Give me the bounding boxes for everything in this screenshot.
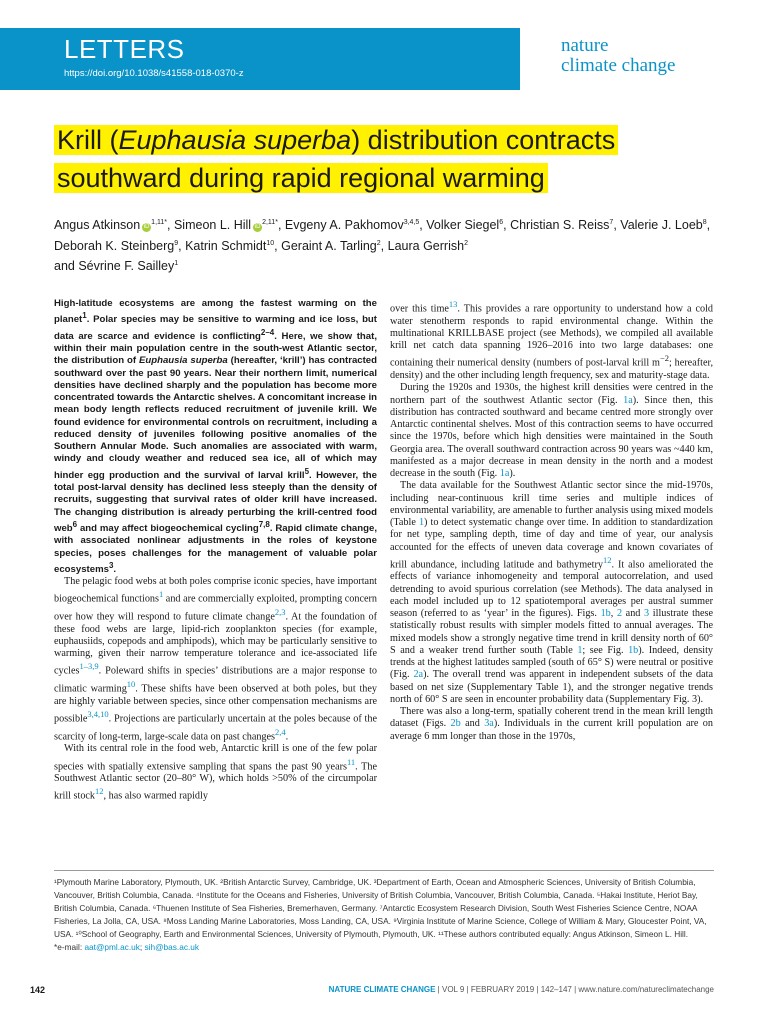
doi-link[interactable]: https://doi.org/10.1038/s41558-018-0370-z bbox=[64, 68, 244, 79]
table-link[interactable]: 1 bbox=[418, 517, 425, 529]
email-link[interactable]: sih@bas.ac.uk bbox=[144, 942, 200, 952]
affiliations: ¹Plymouth Marine Laboratory, Plymouth, UK. ²British Antarctic Survey, Cambridge, UK. ³Department of Earth, Ocean and Atmospheric Sciences, University of British Columbia, Vancouver, British Columbia, Canada. ⁴Institute for the Oceans and Fisheries, University of British Columbia, Vancouver, British Columbia, Canada. ⁵Hakai Institute, Heriot Bay, British Columbia, Canada. ⁶Thuenen Institute of Sea Fisheries, Bremerhaven, Germany. ⁷Antarctic Ecosystem Research Division, South West Fisheries Science Centre, NOAA Fisheries, La Jolla, CA, USA. ⁸Moss Landing Marine Laboratories, Moss Landing, CA, USA. ⁹Virginia Institute of Marine Science, College of William & Mary, Gloucester Point, VA, USA. ¹⁰School of Geography, Earth and Environmental Sciences, University of Plymouth, Plymouth, UK. ¹¹These authors contributed equally: Angus Atkinson, Simeon L. Hill. *e-mail: aat@pml.ac.uk; sih@bas.ac.uk bbox=[54, 877, 707, 952]
affiliation-text: ¹Plymouth Marine Laboratory, Plymouth, UK. ²British Antarctic Survey, Cambridge, UK. ³Department of Earth, Ocean and Atmospheric Sciences, University of British Columbia, Vancouver, British Columbia, Canada. ⁴Institute for the Oceans and Fisheries, University of British Columbia, Vancouver, British Columbia, Canada. ⁵Hakai Institute, Heriot Bay, British Columbia, Canada. ⁶Thuenen Institute of Sea Fisheries, Bremerhaven, Germany. ⁷Antarctic Ecosystem Research Division, South West Fisheries Science Centre, NOAA Fisheries, La Jolla, CA, USA. ⁸Moss Landing Marine Laboratories, Moss Landing, CA, USA. ⁹Virginia Institute of Marine Science, College of William & Mary, Gloucester Point, VA, USA. ¹⁰School of Geography, Earth and Environmental Sciences, University of Plymouth, Plymouth, UK. ¹¹These authors contributed equally: Angus Atkinson, Simeon L. Hill. bbox=[54, 877, 707, 939]
author-name[interactable]: Katrin Schmidt bbox=[185, 238, 267, 253]
journal-logo-line1: nature bbox=[561, 35, 609, 56]
figure-link[interactable]: 1b bbox=[628, 644, 639, 656]
figure-link[interactable]: 2b bbox=[450, 718, 461, 730]
section-label: LETTERS bbox=[64, 34, 185, 64]
journal-url[interactable]: www.nature.com/natureclimatechange bbox=[578, 985, 714, 994]
page-number: 142 bbox=[30, 985, 46, 995]
header-banner bbox=[0, 0, 768, 96]
journal-logo bbox=[561, 36, 711, 76]
author-name[interactable]: Sévrine F. Sailley bbox=[78, 259, 175, 274]
author-list: Angus Atkinson $iD^{1,11*}$, Simeon L. Hill $iD^{2,11*}$, Evgeny A. Pakhomov$^{3,4,5}$, Volker Siegel$^6$, Christian S. Reiss$^7$, Valerie J. Loeb$^8$, Deborah K. Steinberg$^9$, Katrin Schmidt$^{10}$, Geraint A. Tarling$^2$, Laura Gerrish$^2$ and Sévrine F. Sailley$^1$ bbox=[54, 218, 711, 274]
body-paragraph: With its central role in the food web, Antarctic krill is one of the few polar species with spatially extensive sampling that spans the past 90 years$^{11}$. The Southwest Atlantic sector (20–80° W), which holds >50% of the circumpolar krill stock$^{12}$, has also warmed rapidly bbox=[54, 743, 378, 802]
author-name[interactable]: Deborah K. Steinberg bbox=[54, 238, 175, 253]
author-name[interactable]: Laura Gerrish bbox=[387, 238, 465, 253]
body-paragraph: The data available for the Southwest Atlantic sector since the mid-1970s, including near-continuous krill time series and multiple indices of environmental variability, are amenable to further analysis using mixed models (Table 1) to detect systematic change over time. In addition to standardization for net type, sampling depth, time of day and time of year, our analysis accounted for the effects of uneven data coverage and known covariates of krill abundance, including latitude and bathymetry$^{12}$. It also ameliorated the effects of variance inhomogeneity and temporal autocorrelation, and used detrending to avoid spurious correlation (see Methods). The data analysed in each model included up to 12 spatiotemporal averages per austral summer season (referred to as ‘year’ in the figures). Figs. 1b, 2 and 3 illustrate these statistically robust results with simpler models fitted to annual averages. The mixed models show a strongly negative time trend in krill density north of 60° S and a weaker trend further south (Table 1; see Fig. 1b). Indeed, density trends at the highest latitudes sampled (south of 65° S) were neutral or positive (Fig. 2a). The overall trend was apparent in independent subsets of the data based on net size (Supplementary Table 1), and the stronger negative trends north of 60° S are seen in encounter probability data (Supplementary Fig. 3). bbox=[390, 480, 714, 705]
author-name[interactable]: Valerie J. Loeb bbox=[620, 218, 703, 233]
figure-link[interactable]: 2 bbox=[616, 608, 623, 620]
title-line-2: southward during rapid regional warming bbox=[54, 163, 548, 193]
body-paragraph: During the 1920s and 1930s, the highest krill densities were centred in the northern part of the southwest Atlantic sector (Fig. 1a). Since then, this distribution has contracted southward and became centred more strongly over Antarctic continental shelves. Most of this contraction seems to have occurred since the 1970s, before which high densities were maintained in the South Georgia area. The overall southward contraction across 90 years was ~440 km, manifested as a major decrease in mean density in the north and a modest decrease in the south (Fig. 1a). bbox=[390, 382, 713, 480]
figure-link[interactable]: 1a bbox=[499, 468, 510, 480]
left-column bbox=[54, 298, 377, 803]
body-paragraph: There was also a long-term, spatially coherent trend in the mean krill length dataset (Figs. 2b and 3a). Individuals in the current krill population are on average 6 mm longer than those in the 1970s, bbox=[390, 706, 713, 742]
orcid-icon[interactable]: iD bbox=[254, 224, 261, 231]
right-column bbox=[390, 298, 713, 743]
journal-name: NATURE CLIMATE CHANGE bbox=[328, 985, 436, 994]
author-name[interactable]: Christian S. Reiss bbox=[510, 218, 610, 233]
author-name[interactable]: Simeon L. Hill bbox=[173, 218, 252, 233]
author-name[interactable]: Evgeny A. Pakhomov bbox=[284, 218, 404, 233]
journal-footer: NATURE CLIMATE CHANGE | VOL 9 | FEBRUARY 2019 | 142–147 | www.nature.com/natureclimatechange bbox=[328, 985, 714, 994]
author-name[interactable]: Volker Siegel bbox=[426, 218, 500, 233]
author-name[interactable]: Geraint A. Tarling bbox=[281, 238, 377, 253]
author-name[interactable]: Angus Atkinson bbox=[54, 218, 141, 233]
body-paragraph: The pelagic food webs at both poles comprise iconic species, have important biogeochemical functions$^1$ and are commercially exploited, prompting concern over how they will respond to future climate change$^{2,3}$. At the foundation of these food webs are large, lipid-rich zooplankton species (for example, euphausiids, copepods and amphipods), which may be particularly sensitive to warming, given their narrow temperature tolerance and ice-associated life cycles$^{1-3,9}$. Poleward shifts in species’ distributions are a major response to climatic warming$^{10}$. These shifts have been observed at both poles, but they are highly variable between species, since other compensation mechanisms are possible$^{3,4,10}$. Projections are particularly uncertain at the poles because of the scarcity of long-term, large-scale data on past changes$^{2,4}$. bbox=[54, 576, 377, 743]
figure-link[interactable]: 1b bbox=[600, 608, 611, 620]
article-title bbox=[54, 121, 694, 197]
journal-logo-line2: climate change bbox=[561, 55, 676, 76]
email-link[interactable]: aat@pml.ac.uk bbox=[84, 942, 140, 952]
footnote-divider bbox=[54, 870, 714, 871]
figure-link[interactable]: 3 bbox=[644, 608, 650, 620]
body-paragraph: over this time$^{13}$. This provides a rare opportunity to understand how a cold water stenotherm responds to rapid environmental change. Within the multinational KRILLBASE project (see Methods), we compiled all available krill net catch data spanning 1926–2016 into two large databases: one containing their numerical density (numbers of post-larval krill $m^{-2}$; hereafter, density) and the other including length frequency, sex and maturity-stage data. bbox=[390, 299, 713, 382]
figure-link[interactable]: 2a bbox=[413, 669, 424, 681]
figure-link[interactable]: 1a bbox=[623, 394, 633, 406]
orcid-icon[interactable]: iD bbox=[143, 224, 150, 231]
figure-link[interactable]: 3a bbox=[484, 718, 494, 730]
table-link[interactable]: 1 bbox=[577, 644, 583, 656]
title-line-1: Krill (Euphausia superba) distribution contracts bbox=[54, 125, 618, 155]
abstract: High-latitude ecosystems are among the fastest warming on the planet$^1$. Polar species may be sensitive to warming and ice loss, but data are scarce and evidence is conflicting$^{2-4}$. Here, we show that, within their main population centre in the south-west Atlantic sector, the distribution of Euphausia superba (hereafter, ‘krill’) has contracted southward over the past 90 years. Near their northern limit, numerical densities have declined sharply and the population has become more concentrated towards the Antarctic shelves. A concomitant increase in mean body length reflects reduced recruitment of juvenile krill. We found evidence for environmental controls on recruitment, including a reduced density of juveniles following positive anomalies of the Southern Annular Mode. Such anomalies are associated with warm, windy and cloudy weather and reduced sea ice, all of which may hinder egg production and the survival of larval krill$^5$. However, the total post-larval density has declined less steeply than the density of recruits, suggesting that survival rates of older krill have increased. The changing distribution is already perturbing the krill-centred food web$^6$ and may affect biogeochemical cycling$^{7,8}$. Rapid climate change, with associated nonlinear adjustments in the roles of keystone species, poses challenges for the management of valuable polar ecosystems$^3$. bbox=[54, 298, 378, 575]
